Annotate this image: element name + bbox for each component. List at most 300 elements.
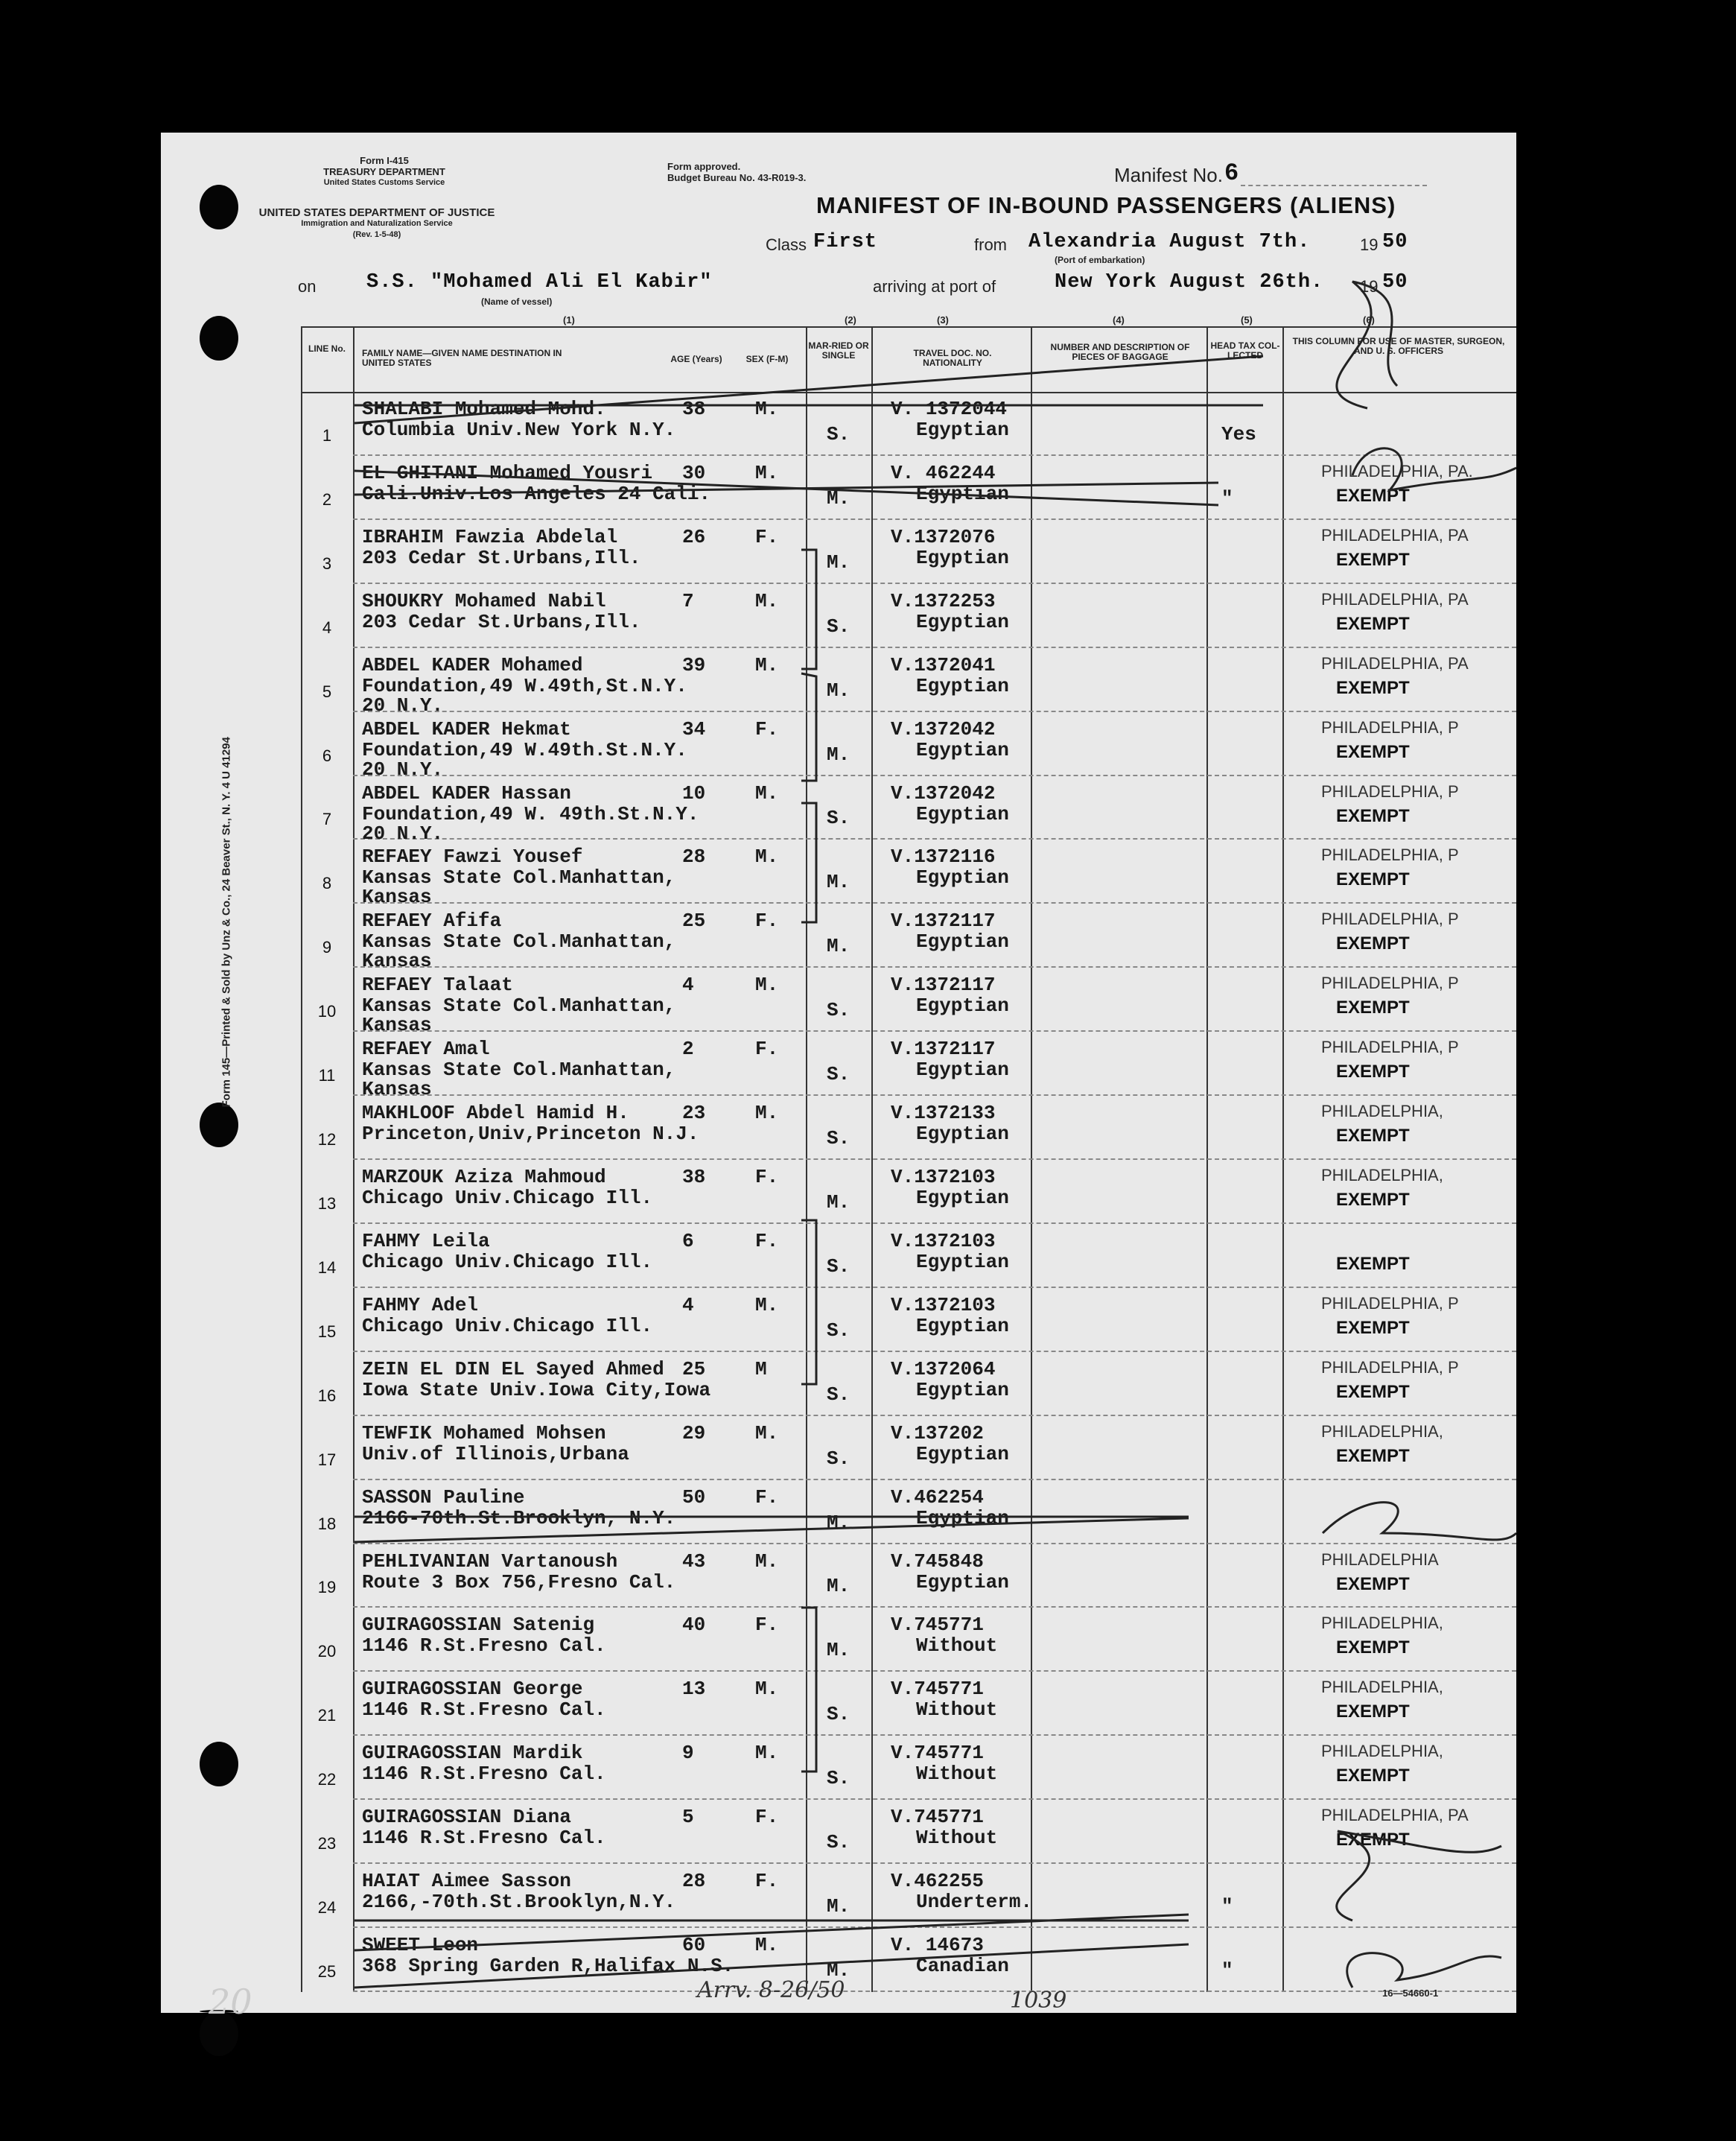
passenger-sex: M. <box>755 398 779 420</box>
year-value: 50 <box>1382 231 1408 253</box>
justice-dept: UNITED STATES DEPARTMENT OF JUSTICE <box>258 206 495 219</box>
officer-stamp: PHILADELPHIA, PA <box>1321 589 1469 609</box>
officer-stamp: PHILADELPHIA, PA <box>1321 1806 1469 1825</box>
passenger-destination: Foundation,49 W. 49th.St.N.Y. <box>362 802 699 825</box>
form-approved: Form approved. <box>667 161 741 172</box>
officer-stamp: PHILADELPHIA, PA <box>1321 653 1469 673</box>
passenger-destination-cont: 20 N.Y. <box>362 694 444 717</box>
vessel-note: (Name of vessel) <box>481 296 553 307</box>
class-value: First <box>813 231 878 253</box>
head-tax: " <box>1221 1958 1233 1982</box>
port-embark-note: (Port of embarkation) <box>1055 255 1145 265</box>
passenger-destination: 2166-70th.St.Brooklyn, N.Y. <box>362 1506 676 1529</box>
exempt-stamp: EXEMPT <box>1336 1062 1410 1082</box>
line-number: 9 <box>322 938 332 957</box>
passenger-name: MARZOUK Aziza Mahmoud <box>362 1166 606 1189</box>
passenger-age: 28 <box>682 1870 706 1893</box>
nationality: Egyptian <box>916 546 1009 569</box>
passenger-name: GUIRAGOSSIAN Diana <box>362 1806 571 1829</box>
officer-stamp: PHILADELPHIA, P <box>1321 717 1459 737</box>
nationality: Without <box>916 1763 998 1786</box>
from-value: Alexandria August 7th. <box>1028 231 1311 253</box>
marital-status: M. <box>827 935 850 958</box>
signature <box>1337 282 1397 408</box>
exempt-stamp: EXEMPT <box>1336 741 1410 762</box>
travel-doc-number: V.1372103 <box>891 1293 996 1316</box>
passenger-age: 40 <box>682 1614 706 1637</box>
travel-doc-number: V.462254 <box>891 1485 984 1509</box>
travel-doc-number: V.1372116 <box>891 846 996 869</box>
passenger-name: FAHMY Leila <box>362 1229 490 1252</box>
passenger-destination-cont: Kansas <box>362 886 432 909</box>
nationality: Egyptian <box>916 610 1009 633</box>
passenger-age: 7 <box>682 589 694 612</box>
officer-stamp: PHILADELPHIA, P <box>1321 1038 1459 1057</box>
passenger-sex: F. <box>755 1870 779 1893</box>
signature <box>1347 1953 1501 1988</box>
passenger-destination: Foundation,49 W.49th,St.N.Y. <box>362 674 687 697</box>
passenger-sex: M. <box>755 846 779 869</box>
line-number: 14 <box>317 1257 337 1277</box>
exempt-stamp: EXEMPT <box>1336 997 1410 1018</box>
passenger-name: SASSON Pauline <box>362 1485 525 1509</box>
passenger-age: 25 <box>682 1357 706 1380</box>
vessel-name: S.S. "Mohamed Ali El Kabir" <box>366 271 713 294</box>
footer-code: 16—54660-1 <box>1382 1988 1439 1999</box>
header-age: AGE (Years) <box>670 354 722 364</box>
passenger-age: 39 <box>682 653 706 676</box>
travel-doc-number: V.1372076 <box>891 525 996 548</box>
ins-service: Immigration and Naturalization Service <box>301 219 453 228</box>
passenger-destination: Univ.of Illinois,Urbana <box>362 1442 629 1465</box>
passenger-age: 38 <box>682 1166 706 1189</box>
exempt-stamp: EXEMPT <box>1336 1381 1410 1402</box>
travel-doc-number: V.745771 <box>891 1742 984 1765</box>
passenger-age: 9 <box>682 1742 694 1765</box>
travel-doc-number: V.745848 <box>891 1550 984 1573</box>
officer-stamp: PHILADELPHIA, P <box>1321 910 1459 929</box>
marital-status: S. <box>827 1767 850 1790</box>
marital-status: M. <box>827 1575 850 1598</box>
passenger-destination: 203 Cedar St.Urbans,Ill. <box>362 546 641 569</box>
exempt-stamp: EXEMPT <box>1336 869 1410 890</box>
passenger-sex: M. <box>755 974 779 997</box>
officer-stamp: PHILADELPHIA, <box>1321 1166 1443 1185</box>
passenger-age: 4 <box>682 1293 694 1316</box>
passenger-sex: F. <box>755 910 779 933</box>
col-number: (1) <box>563 314 575 326</box>
nationality: Egyptian <box>916 482 1009 505</box>
marital-status: S. <box>827 422 850 445</box>
line-number: 18 <box>317 1514 337 1533</box>
passenger-destination: Kansas State Col.Manhattan, <box>362 930 676 954</box>
passenger-name: REFAEY Amal <box>362 1038 490 1061</box>
treasury-dept: TREASURY DEPARTMENT <box>323 166 445 177</box>
header-line-no: LINE No. <box>308 343 346 354</box>
exempt-stamp: EXEMPT <box>1336 1637 1410 1658</box>
line-number: 3 <box>322 554 332 573</box>
passenger-name: HAIAT Aimee Sasson <box>362 1870 571 1893</box>
passenger-age: 6 <box>682 1229 694 1252</box>
passenger-sex: F. <box>755 1806 779 1829</box>
passenger-age: 28 <box>682 846 706 869</box>
passenger-name: PEHLIVANIAN Vartanoush <box>362 1550 618 1573</box>
header-officers: THIS COLUMN FOR USE OF MASTER, SURGEON, AND U. S. OFFICERS <box>1292 336 1505 356</box>
passenger-name: ABDEL KADER Hassan <box>362 781 571 805</box>
travel-doc-number: V. 462244 <box>891 461 996 484</box>
handwritten-number: 1039 <box>1010 1988 1067 2014</box>
handwritten-arrival: Arrv. 8-26/50 <box>697 1977 845 2003</box>
passenger-sex: M. <box>755 589 779 612</box>
exempt-stamp: EXEMPT <box>1336 1701 1410 1722</box>
strike-line <box>354 356 1263 423</box>
col-number: (5) <box>1241 314 1253 326</box>
header-sex: SEX (F-M) <box>745 354 789 364</box>
bracket <box>801 1608 816 1772</box>
line-number: 10 <box>317 1002 337 1021</box>
year-value: 50 <box>1382 271 1408 294</box>
passenger-age: 38 <box>682 398 706 420</box>
exempt-stamp: EXEMPT <box>1336 805 1410 826</box>
exempt-stamp: EXEMPT <box>1336 485 1410 506</box>
passenger-age: 25 <box>682 910 706 933</box>
nationality: Egyptian <box>916 995 1009 1018</box>
passenger-age: 13 <box>682 1678 706 1701</box>
passenger-age: 60 <box>682 1934 706 1957</box>
nationality: Egyptian <box>916 1250 1009 1273</box>
passenger-destination-cont: 20 N.Y. <box>362 758 444 781</box>
travel-doc-number: V.1372103 <box>891 1166 996 1189</box>
header-head-tax: HEAD TAX COL-LECTED <box>1210 340 1280 361</box>
nationality: Egyptian <box>916 1442 1009 1465</box>
passenger-destination: 1146 R.St.Fresno Cal. <box>362 1827 606 1850</box>
passenger-name: SHOUKRY Mohamed Nabil <box>362 589 606 612</box>
line-number: 21 <box>317 1706 337 1725</box>
year-label: 19 <box>1360 235 1379 254</box>
passenger-age: 26 <box>682 525 706 548</box>
signature <box>1337 1831 1501 1920</box>
passenger-sex: F. <box>755 525 779 548</box>
marital-status: S. <box>827 999 850 1022</box>
customs-service: United States Customs Service <box>323 178 445 187</box>
nationality: Underterm. <box>916 1891 1033 1914</box>
revision: (Rev. 1-5-48) <box>352 230 401 239</box>
marital-status: S. <box>827 1127 850 1150</box>
line-number: 15 <box>317 1322 337 1341</box>
passenger-name: FAHMY Adel <box>362 1293 479 1316</box>
travel-doc-number: V.1372042 <box>891 717 996 740</box>
passenger-destination: 1146 R.St.Fresno Cal. <box>362 1763 606 1786</box>
line-number: 19 <box>317 1578 337 1597</box>
header-baggage: NUMBER AND DESCRIPTION OF PIECES OF BAGGAGE <box>1050 342 1190 362</box>
passenger-age: 34 <box>682 717 706 740</box>
arriving-label: arriving at port of <box>873 277 996 296</box>
from-label: from <box>974 235 1007 254</box>
handwritten-marks <box>161 133 1516 2013</box>
exempt-stamp: EXEMPT <box>1336 933 1410 954</box>
passenger-name: ABDEL KADER Hekmat <box>362 717 571 740</box>
on-label: on <box>298 277 317 296</box>
marital-status: M. <box>827 1639 850 1662</box>
passenger-name: TEWFIK Mohamed Mohsen <box>362 1421 606 1444</box>
line-number: 7 <box>322 810 332 829</box>
header-name: FAMILY NAME—GIVEN NAME DESTINATION IN UNITED STATES <box>362 348 562 368</box>
officer-stamp: PHILADELPHIA <box>1321 1550 1439 1569</box>
travel-doc-number: V.1372117 <box>891 974 996 997</box>
passenger-age: 10 <box>682 781 706 805</box>
passenger-destination: 368 Spring Garden R,Halifax N.S. <box>362 1955 734 1978</box>
nationality: Egyptian <box>916 1570 1009 1593</box>
passenger-destination: 1146 R.St.Fresno Cal. <box>362 1698 606 1722</box>
officer-stamp: PHILADELPHIA, PA. <box>1321 461 1473 480</box>
form-number: Form I-415 <box>360 155 409 166</box>
passenger-age: 30 <box>682 461 706 484</box>
passenger-sex: M. <box>755 1102 779 1125</box>
nationality: Without <box>916 1698 998 1722</box>
nationality: Egyptian <box>916 1506 1009 1529</box>
line-number: 22 <box>317 1770 337 1789</box>
travel-doc-number: V.137202 <box>891 1421 984 1444</box>
col-number: (2) <box>845 314 856 326</box>
travel-doc-number: V.1372042 <box>891 781 996 805</box>
passenger-age: 4 <box>682 974 694 997</box>
passenger-age: 2 <box>682 1038 694 1061</box>
passenger-destination-cont: 20 N.Y. <box>362 822 444 845</box>
passenger-destination-cont: Kansas <box>362 1078 432 1101</box>
marital-status: S. <box>827 1703 850 1726</box>
passenger-destination: Columbia Univ.New York N.Y. <box>362 419 676 441</box>
passenger-destination: Kansas State Col.Manhattan, <box>362 1059 676 1082</box>
nationality: Egyptian <box>916 1187 1009 1210</box>
passenger-sex: M. <box>755 461 779 484</box>
exempt-stamp: EXEMPT <box>1336 1445 1410 1466</box>
passenger-sex: F. <box>755 1166 779 1189</box>
passenger-destination: Princeton,Univ,Princeton N.J. <box>362 1123 699 1146</box>
officer-stamp: PHILADELPHIA, <box>1321 1742 1443 1761</box>
officer-stamp: PHILADELPHIA, P <box>1321 781 1459 801</box>
marital-status: M. <box>827 1958 850 1982</box>
travel-doc-number: V.745771 <box>891 1678 984 1701</box>
col-number: (6) <box>1363 314 1375 326</box>
passenger-sex: F. <box>755 717 779 740</box>
travel-doc-number: V. 14673 <box>891 1934 984 1957</box>
handwritten-margin-number: 20 <box>209 1982 252 2022</box>
line-number: 6 <box>322 746 332 765</box>
line-number: 5 <box>322 682 332 701</box>
passenger-destination: Route 3 Box 756,Fresno Cal. <box>362 1570 676 1593</box>
passenger-sex: M <box>755 1357 767 1380</box>
travel-doc-number: V.1372064 <box>891 1357 996 1380</box>
passenger-age: 43 <box>682 1550 706 1573</box>
nationality: Canadian <box>916 1955 1009 1978</box>
passenger-destination-cont: Kansas <box>362 950 432 973</box>
arrival-port: New York August 26th. <box>1055 271 1324 294</box>
exempt-stamp: EXEMPT <box>1336 1317 1410 1338</box>
passenger-sex: F. <box>755 1614 779 1637</box>
passenger-sex: M. <box>755 1742 779 1765</box>
passenger-destination: Foundation,49 W.49th.St.N.Y. <box>362 738 687 761</box>
passenger-destination: Kansas State Col.Manhattan, <box>362 866 676 889</box>
line-number: 8 <box>322 874 332 893</box>
head-tax: Yes <box>1221 422 1256 445</box>
header-travel-doc: TRAVEL DOC. NO. NATIONALITY <box>913 348 992 368</box>
strike-line <box>354 1518 1189 1542</box>
exempt-stamp: EXEMPT <box>1336 1190 1410 1211</box>
line-number: 13 <box>317 1193 337 1213</box>
exempt-stamp: EXEMPT <box>1336 677 1410 698</box>
col-number: (3) <box>937 314 949 326</box>
marital-status: S. <box>827 1383 850 1406</box>
passenger-destination-cont: Kansas <box>362 1014 432 1037</box>
line-number: 24 <box>317 1898 337 1918</box>
marital-status: M. <box>827 743 850 766</box>
line-number: 1 <box>322 425 332 445</box>
passenger-sex: M. <box>755 1293 779 1316</box>
passenger-destination: 1146 R.St.Fresno Cal. <box>362 1634 606 1658</box>
nationality: Without <box>916 1634 998 1658</box>
marital-status: M. <box>827 1895 850 1918</box>
exempt-stamp: EXEMPT <box>1336 1253 1410 1274</box>
line-number: 25 <box>317 1961 337 1981</box>
nationality: Egyptian <box>916 1123 1009 1146</box>
marital-status: M. <box>827 1190 850 1214</box>
nationality: Egyptian <box>916 1059 1009 1082</box>
travel-doc-number: V.462255 <box>891 1870 984 1893</box>
travel-doc-number: V.1372117 <box>891 1038 996 1061</box>
passenger-destination: Iowa State Univ.Iowa City,Iowa <box>362 1378 711 1401</box>
nationality: Egyptian <box>916 930 1009 954</box>
strike-line <box>354 471 1218 505</box>
exempt-stamp: EXEMPT <box>1336 1126 1410 1146</box>
line-number: 4 <box>322 618 332 637</box>
officer-stamp: PHILADELPHIA, P <box>1321 846 1459 865</box>
officer-stamp: PHILADELPHIA, <box>1321 1102 1443 1121</box>
travel-doc-number: V.1372133 <box>891 1102 996 1125</box>
travel-doc-number: V.1372253 <box>891 589 996 612</box>
budget-bureau: Budget Bureau No. 43-R019-3. <box>667 172 807 183</box>
travel-doc-number: V. 1372044 <box>891 398 1008 420</box>
line-number: 23 <box>317 1834 337 1853</box>
passenger-destination: Chicago Univ.Chicago Ill. <box>362 1250 653 1273</box>
passenger-age: 23 <box>682 1102 706 1125</box>
line-number: 20 <box>317 1642 337 1661</box>
marital-status: S. <box>827 1831 850 1854</box>
passenger-name: SWEET Leon <box>362 1934 479 1957</box>
passenger-sex: M. <box>755 653 779 676</box>
nationality: Egyptian <box>916 674 1009 697</box>
officer-stamp: PHILADELPHIA, <box>1321 1614 1443 1633</box>
marital-status: S. <box>827 615 850 638</box>
passenger-sex: M. <box>755 1421 779 1444</box>
travel-doc-number: V.745771 <box>891 1614 984 1637</box>
passenger-age: 29 <box>682 1421 706 1444</box>
signature <box>1352 448 1516 490</box>
bracket <box>801 1220 816 1384</box>
marital-status: M. <box>827 1511 850 1534</box>
class-label: Class <box>766 235 807 254</box>
passenger-sex: M. <box>755 1678 779 1701</box>
header-married: MAR-RIED OR SINGLE <box>808 340 869 361</box>
bracket <box>801 803 816 922</box>
nationality: Egyptian <box>916 802 1009 825</box>
passenger-name: MAKHLOOF Abdel Hamid H. <box>362 1102 629 1125</box>
officer-stamp: PHILADELPHIA, <box>1321 1678 1443 1697</box>
marital-status: M. <box>827 551 850 574</box>
passenger-age: 50 <box>682 1485 706 1509</box>
marital-status: S. <box>827 1447 850 1470</box>
exempt-stamp: EXEMPT <box>1336 1830 1410 1850</box>
marital-status: S. <box>827 807 850 830</box>
nationality: Egyptian <box>916 419 1009 441</box>
travel-doc-number: V.1372103 <box>891 1229 996 1252</box>
nationality: Egyptian <box>916 738 1009 761</box>
line-number: 16 <box>317 1386 337 1405</box>
passenger-name: IBRAHIM Fawzia Abdelal <box>362 525 618 548</box>
bracket <box>801 673 816 781</box>
passenger-sex: F. <box>755 1229 779 1252</box>
marital-status: M. <box>827 871 850 894</box>
passenger-name: REFAEY Talaat <box>362 974 513 997</box>
exempt-stamp: EXEMPT <box>1336 1573 1410 1594</box>
head-tax: " <box>1221 486 1233 510</box>
page-title: MANIFEST OF IN-BOUND PASSENGERS (ALIENS) <box>816 192 1396 218</box>
passenger-name: REFAEY Fawzi Yousef <box>362 846 583 869</box>
officer-stamp: PHILADELPHIA, PA <box>1321 525 1469 545</box>
passenger-name: GUIRAGOSSIAN George <box>362 1678 583 1701</box>
passenger-sex: M. <box>755 1550 779 1573</box>
nationality: Egyptian <box>916 866 1009 889</box>
marital-status: S. <box>827 1319 850 1342</box>
passenger-destination: 2166,-70th.St.Brooklyn,N.Y. <box>362 1891 676 1914</box>
officer-stamp: PHILADELPHIA, P <box>1321 1293 1459 1313</box>
passenger-sex: F. <box>755 1038 779 1061</box>
year-label: 19 <box>1360 277 1379 296</box>
nationality: Egyptian <box>916 1314 1009 1337</box>
passenger-name: REFAEY Afifa <box>362 910 502 933</box>
passenger-sex: M. <box>755 781 779 805</box>
manifest-page <box>161 133 1516 2013</box>
travel-doc-number: V.745771 <box>891 1806 984 1829</box>
marital-status: M. <box>827 679 850 702</box>
passenger-name: EL GHITANI Mohamed Yousri <box>362 461 653 484</box>
passenger-age: 5 <box>682 1806 694 1829</box>
exempt-stamp: EXEMPT <box>1336 1766 1410 1786</box>
manifest-number: 6 <box>1224 159 1240 187</box>
nationality: Without <box>916 1827 998 1850</box>
passenger-name: ZEIN EL DIN EL Sayed Ahmed <box>362 1357 664 1380</box>
passenger-destination: Chicago Univ.Chicago Ill. <box>362 1187 653 1210</box>
passenger-sex: F. <box>755 1485 779 1509</box>
passenger-destination: 203 Cedar St.Urbans,Ill. <box>362 610 641 633</box>
line-number: 12 <box>317 1130 337 1149</box>
passenger-name: GUIRAGOSSIAN Mardik <box>362 1742 583 1765</box>
marital-status: S. <box>827 1063 850 1086</box>
exempt-stamp: EXEMPT <box>1336 613 1410 634</box>
officer-stamp: PHILADELPHIA, <box>1321 1421 1443 1441</box>
marital-status: M. <box>827 486 850 510</box>
passenger-destination: Chicago Univ.Chicago Ill. <box>362 1314 653 1337</box>
signature <box>1323 1503 1516 1540</box>
passenger-destination: Cali.Univ.Los Angeles 24 Cali. <box>362 482 711 505</box>
col-number: (4) <box>1113 314 1125 326</box>
nationality: Egyptian <box>916 1378 1009 1401</box>
passenger-destination: Kansas State Col.Manhattan, <box>362 995 676 1018</box>
officer-stamp: PHILADELPHIA, P <box>1321 1357 1459 1377</box>
bracket <box>801 550 816 669</box>
exempt-stamp: EXEMPT <box>1336 549 1410 570</box>
printer-imprint: Form 145—Printed & Sold by Unz & Co., 24 Beaver St., N. Y. 4 U 41294 <box>220 737 233 1108</box>
line-number: 11 <box>318 1066 336 1085</box>
